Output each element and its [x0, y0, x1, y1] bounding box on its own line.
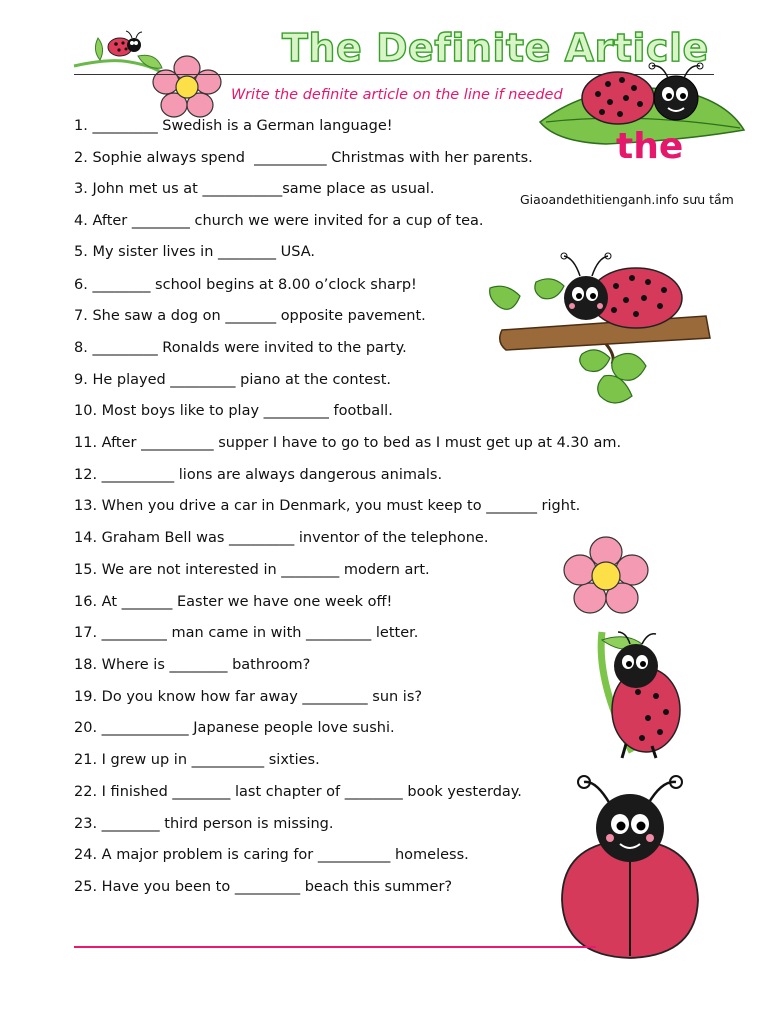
- question-item: 20. ____________ Japanese people love sushi.: [74, 720, 395, 736]
- question-item: 24. A major problem is caring for __________ homeless.: [74, 847, 469, 863]
- question-item: 22. I finished ________ last chapter of ________ book yesterday.: [74, 784, 522, 800]
- bottom-divider: [74, 946, 596, 948]
- question-item: 6. ________ school begins at 8.00 o’clock sharp!: [74, 277, 417, 293]
- question-item: 23. ________ third person is missing.: [74, 816, 334, 832]
- question-item: 18. Where is ________ bathroom?: [74, 657, 311, 673]
- question-item: 10. Most boys like to play _________ football.: [74, 403, 393, 419]
- big-ladybug-icon: [556, 770, 704, 960]
- question-item: 9. He played _________ piano at the contest.: [74, 372, 392, 388]
- question-item: 13. When you drive a car in Denmark, you must keep to _______ right.: [74, 498, 581, 514]
- question-item: 3. John met us at ___________same place as usual.: [74, 181, 435, 197]
- question-item: 15. We are not interested in ________ modern art.: [74, 562, 430, 578]
- page-title: The Definite Article: [282, 26, 709, 70]
- flower-icon: [150, 54, 224, 120]
- question-item: 7. She saw a dog on _______ opposite pavement.: [74, 308, 426, 324]
- question-item: 16. At _______ Easter we have one week off!: [74, 594, 393, 610]
- question-item: 17. _________ man came in with _________ letter.: [74, 625, 419, 641]
- question-item: 19. Do you know how far away _________ sun is?: [74, 689, 423, 705]
- question-item: 8. _________ Ronalds were invited to the party.: [74, 340, 407, 356]
- ladybug-on-branch-icon: [486, 246, 714, 412]
- question-item: 4. After ________ church we were invited for a cup of tea.: [74, 213, 484, 229]
- question-item: 12. __________ lions are always dangerous animals.: [74, 467, 443, 483]
- source-credit: Giaoandethitienganh.info sưu tầm: [520, 192, 734, 207]
- ladybug-with-flower-icon: [556, 532, 686, 762]
- question-item: 14. Graham Bell was _________ inventor of the telephone.: [74, 530, 489, 546]
- question-item: 25. Have you been to _________ beach this summer?: [74, 879, 453, 895]
- question-item: 2. Sophie always spend __________ Christmas with her parents.: [74, 150, 533, 166]
- instruction-text: Write the definite article on the line if needed: [231, 87, 563, 103]
- question-item: 11. After __________ supper I have to go to bed as I must get up at 4.30 am.: [74, 435, 622, 451]
- question-item: 5. My sister lives in ________ USA.: [74, 244, 315, 260]
- question-item: 21. I grew up in __________ sixties.: [74, 752, 320, 768]
- question-item: 1. _________ Swedish is a German language!: [74, 118, 393, 134]
- article-the-label: the: [616, 126, 684, 167]
